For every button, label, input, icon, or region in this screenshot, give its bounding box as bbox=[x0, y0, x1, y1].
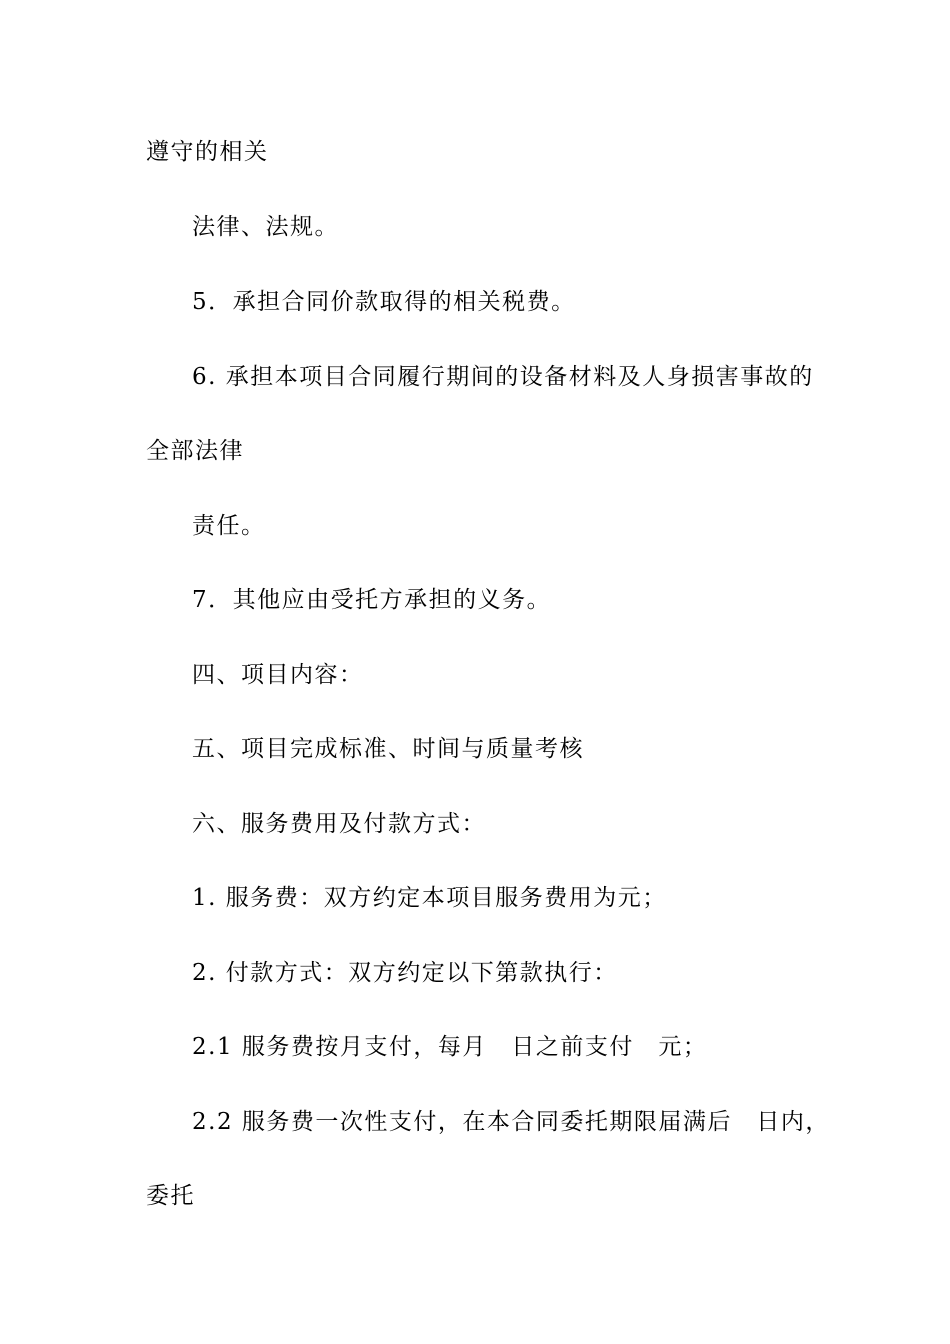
text-line: 2.2 服务费一次性支付，在本合同委托期限届满后 日内， bbox=[192, 1109, 830, 1135]
section-heading: 四、项目内容： bbox=[192, 662, 364, 688]
text-line: 2. 付款方式：双方约定以下第款执行： bbox=[192, 960, 618, 986]
text-line: 法律、法规。 bbox=[192, 214, 339, 240]
text-line: 5．承担合同价款取得的相关税费。 bbox=[192, 289, 576, 315]
text-line: 7．其他应由受托方承担的义务。 bbox=[192, 587, 552, 613]
section-heading: 六、服务费用及付款方式： bbox=[192, 811, 486, 837]
text-line: 委托 bbox=[146, 1183, 195, 1209]
text-line: 2.1 服务费按月支付，每月 日之前支付 元； bbox=[192, 1034, 708, 1060]
section-heading: 五、项目完成标准、时间与质量考核 bbox=[192, 736, 584, 762]
text-line: 遵守的相关 bbox=[146, 139, 269, 165]
text-line: 责任。 bbox=[192, 513, 266, 539]
text-line: 1. 服务费：双方约定本项目服务费用为元； bbox=[192, 885, 667, 911]
text-line: 全部法律 bbox=[146, 438, 244, 464]
text-line: 6. 承担本项目合同履行期间的设备材料及人身损害事故的 bbox=[192, 364, 814, 390]
